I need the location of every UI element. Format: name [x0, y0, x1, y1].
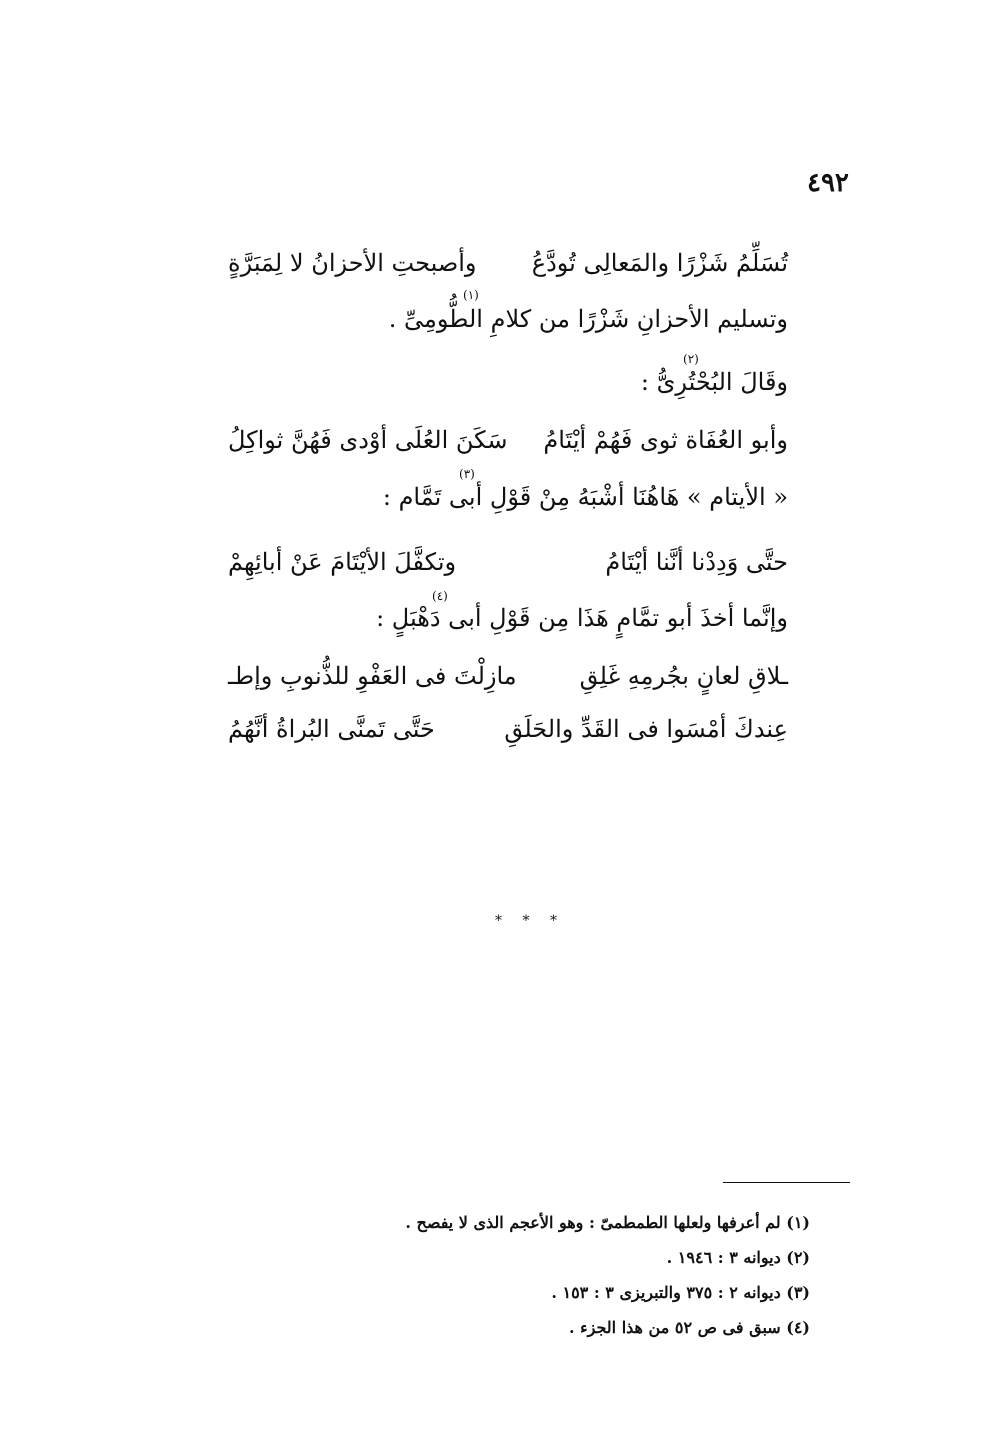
verse-second-hemistich: حتَّى وَدِدْنا أنَّنا أيْتَامُ [605, 548, 788, 576]
verse-first-hemistich: حَتَّى تَمنَّى البُراةُ أنَّهُمُ [228, 715, 435, 743]
verse-line [228, 243, 788, 283]
verse-line [228, 542, 788, 582]
footnote-reference: (٢) [683, 352, 699, 366]
verse-first-hemistich: وتكفَّلَ الأيْتَامَ عَنْ أبائِهِمْ [228, 548, 457, 576]
verse-line [228, 420, 788, 460]
verse-second-hemistich: عِندكَ أمْسَوا فى القَدِّ والحَلَقِ [504, 715, 788, 743]
prose-line: وتسليم الأحزانِ شَزْرًا من كلامِ الطُّومِىِّ . [388, 305, 788, 333]
verse-second-hemistich: وأبو العُفَاة ثوى فَهُمْ أيْتَامُ [543, 426, 788, 454]
verse-line [228, 656, 788, 696]
footnote: (١) لم أعرفها ولعلها الطمطمىّ : وهو الأعجم الذى لا يفصح . [405, 1213, 810, 1232]
footnote: (٣) ديوانه ٢ : ٣٧٥ والتبريزى ٣ : ١٥٣ . [551, 1283, 810, 1302]
prose-line: وقَالَ البُحْتُرِىُّ : [640, 368, 788, 396]
footnote-divider [723, 1182, 850, 1183]
verse-first-hemistich: سَكَنَ العُلَى أوْدى فَهُنَّ ثواكِلُ [228, 426, 508, 454]
verse-second-hemistich: ـلاقِ لعانٍ بجُرمِهِ غَلِقِ [579, 662, 788, 690]
section-separator: * * * [495, 913, 565, 929]
footnote-reference: (٣) [459, 467, 475, 481]
verse-first-hemistich: مازِلْتَ فى العَفْوِ للذُّنوبِ وإطـ [228, 662, 517, 690]
prose-line: وإنَّما أخذَ أبو تمَّامٍ هَذَا مِن قَوْلِ أبى دَهْبَلٍ : [376, 604, 788, 632]
footnote-reference: (١) [463, 288, 479, 302]
prose-line: « الأيتام » هَاهُنَا أشْبَهُ مِنْ قَوْلِ أبى تَمَّام : [382, 483, 788, 511]
verse-line [228, 709, 788, 749]
footnote: (٤) سبق فى ص ٥٢ من هذا الجزء . [568, 1318, 810, 1337]
page-number: ٤٩٢ [807, 168, 849, 198]
footnote-reference: (٤) [432, 589, 448, 603]
footnote: (٢) ديوانه ٣ : ١٩٤٦ . [666, 1248, 810, 1267]
verse-second-hemistich: تُسَلِّمُ شَزْرًا والمَعالِى تُودَّعُ [531, 249, 788, 277]
verse-first-hemistich: وأصبحتِ الأحزانُ لا لِمَبَرَّةٍ [228, 249, 477, 277]
